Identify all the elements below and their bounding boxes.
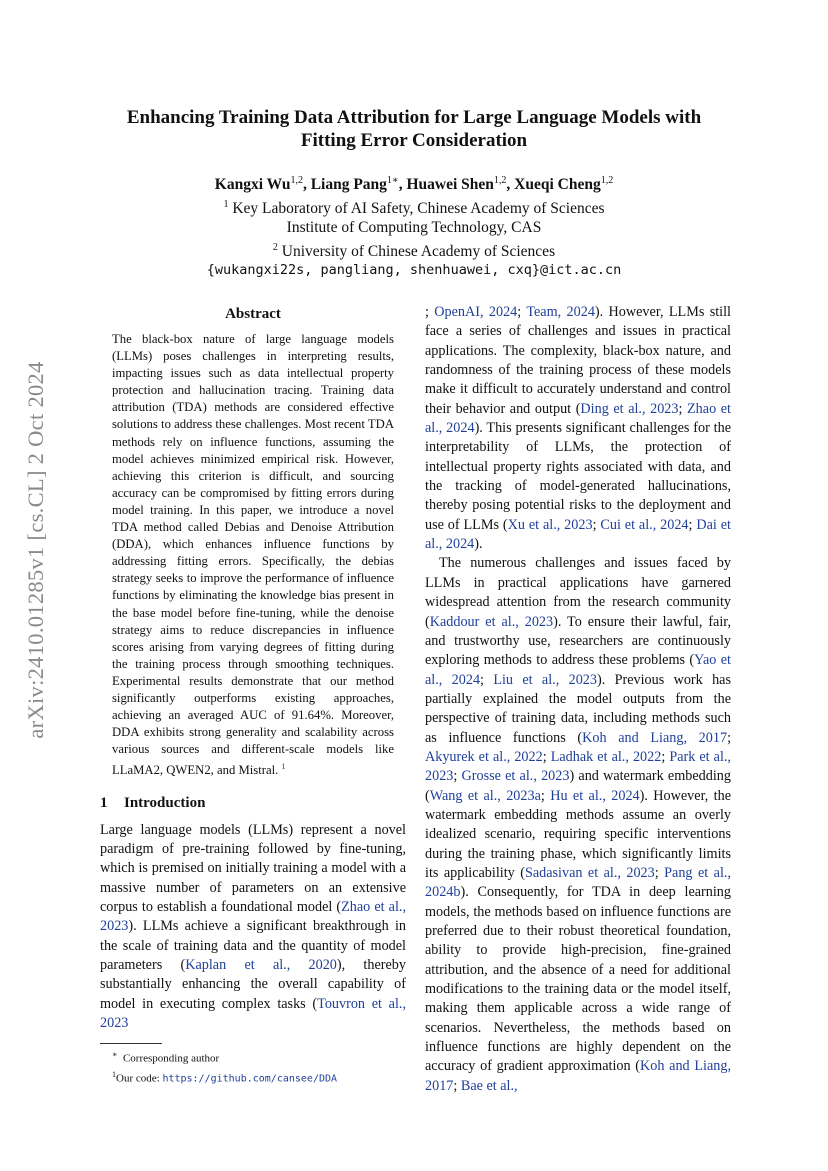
affiliation-1b: Institute of Computing Technology, CAS [286, 219, 542, 237]
body-text: The numerous challenges and issues faced by LLMs in practical applications have garnered widespread attention from the research community ( [425, 555, 731, 630]
citation-link[interactable]: Akyurek et al., 2022 [425, 748, 543, 765]
body-text: ; [727, 729, 732, 746]
citation-link[interactable]: Koh and Liang, 2017 [582, 729, 728, 746]
abstract-body: The black-box nature of large language models (LLMs) poses challenges in interpreting results, impacting issues such as data intellectual property protection and hallucination tracing. Training data attribution (TDA) methods are considered effective solutions to address these challenges. Most recent TDA methods rely on influence functions, assuming the model achieves minimized empirical risk. However, achieving this criterion is difficult, and sourcing accuracy can be compromised by fitting errors during model training. In this paper, we introduce a novel TDA method called Debias and Denoise Attribution (DDA), which enhances influence functions by addressing fitting errors. Specifically, the debias strategy seeks to improve the performance of influence functions by eliminating the knowledge bias present in the base model before fine-tuning, while the denoise strategy aims to reduce discrepancies in influence scores arising from varying degrees of fitting during the training process through smoothing techniques. Experimental results demonstrate that our method significantly outperforms existing approaches, achieving an averaged AUC of 91.64%. Moreover, DDA exhibits strong generality and scalability across various sources and different-scale models like LLaMA2, QWEN2, and Mistral. [112, 332, 394, 778]
citation-link[interactable]: Ding et al., 2023 [580, 400, 679, 417]
author-block [100, 171, 728, 281]
section-heading-introduction [100, 795, 406, 812]
citation-link[interactable]: Park et al., 2023 [425, 748, 731, 785]
citation-link[interactable]: Team, 2024 [526, 304, 595, 320]
footnote-text: Corresponding author [122, 1052, 220, 1065]
body-text: ; [453, 1077, 461, 1094]
citation-link[interactable]: Kaplan et al., 2020 [185, 957, 337, 974]
citation-link[interactable]: Touvron et al., 2023 [100, 995, 406, 1032]
abstract-text [112, 331, 394, 780]
citation-link[interactable]: Wang et al., 2023a [429, 787, 541, 804]
affiliation-2 [100, 238, 728, 262]
body-text: ). However, LLMs still face a series of challenges and issues in practical applications. The complexity, black-box nature, and randomness of the training process of these models make it difficult to accurately understand and control their behavior and output ( [425, 304, 731, 417]
citation-link[interactable]: Sadasivan et al., 2023 [524, 864, 655, 881]
author-affil-mark: 1,2 [493, 175, 507, 186]
body-text: ; [661, 748, 670, 765]
arxiv-side-label [16, 330, 56, 770]
body-text: ; [654, 864, 665, 881]
affil-mark: 2 [272, 241, 278, 253]
citation-link[interactable]: Zhao et al., 2024 [425, 400, 731, 437]
citation-link[interactable]: Xu et al., 2023 [507, 516, 593, 533]
body-text: Large language models (LLMs) represent a novel paradigm of pre-training followed by fine-tuning, which is premised on initially training a model with a massive number of parameters on an extensive corpus to establish a foundational model ( [100, 821, 406, 916]
body-text: ). [474, 536, 483, 553]
intro-paragraph-1-left [100, 821, 406, 1034]
author-name: Xueqi Cheng [514, 176, 601, 194]
body-text: ; [425, 304, 435, 320]
intro-paragraph-1-right [425, 303, 731, 554]
body-text: ; [480, 671, 494, 688]
intro-paragraph-2 [425, 554, 731, 1096]
author-name: Huawei Shen [406, 176, 494, 194]
affiliation-1 [100, 195, 728, 219]
body-text: ; [678, 400, 688, 417]
citation-link[interactable]: Ladhak et al., 2022 [550, 748, 662, 765]
citation-link[interactable]: Dai et al., 2024 [425, 516, 731, 553]
body-text: ). However, the watermark embedding methods assume an overly idealized scenario, requiring specific interventions during the training phase, which significantly limits its applicability ( [425, 787, 731, 881]
citation-link[interactable]: Zhao et al., 2023 [100, 899, 406, 935]
citation-link[interactable]: Bae et al., [460, 1077, 518, 1094]
footnote-corresponding [100, 1047, 406, 1067]
right-column [425, 303, 731, 1096]
body-text: ; [517, 304, 527, 320]
author-names: Kangxi Wu$^{1,2}$, Liang Pang$^{1∗}$, Huawei Shen$^{1,2}$, Xueqi Cheng$^{1,2}$ [214, 175, 614, 194]
footnote-rule [100, 1043, 162, 1044]
affil-mark: 1 [223, 198, 229, 210]
body-text: ). Previous work has partially explained the model outputs from the perspective of training data, including methods such as influence functions ( [425, 671, 731, 746]
body-text: ). To ensure their lawful, fair, and trustworthy use, researchers are continuously exploring methods to address these problems ( [425, 613, 731, 669]
citation-link[interactable]: Pang et al., 2024b [425, 864, 731, 901]
left-column [100, 306, 406, 1033]
citation-link[interactable]: OpenAI, 2024 [434, 304, 518, 320]
footnote-code [100, 1067, 406, 1087]
citation-link[interactable]: Liu et al., 2023 [493, 671, 597, 688]
affiliation-text: University of Chinese Academy of Sciences [281, 242, 556, 260]
citation-link[interactable]: Kaddour et al., 2023 [429, 613, 554, 630]
author-affil-mark: 1,2 [290, 175, 303, 186]
body-text: ). LLMs achieve a significant breakthrough in the scale of training data and the quantity of model parameters ( [100, 918, 406, 974]
author-affil-mark: 1,2 [600, 175, 614, 186]
body-text: ). This presents significant challenges for the interpretability of LLMs, the protection of intellectual property rights associated with data, and the tracking of model-generated hallucinations, thereby posing potential risks to the deployment and use of LLMs ( [425, 420, 731, 533]
author-affil-mark: 1∗ [386, 175, 399, 186]
body-text: ; [453, 768, 462, 785]
body-text: ; [542, 748, 551, 765]
arxiv-identifier: arXiv:2410.01285v1 [cs.CL] 2 Oct 2024 [23, 361, 48, 739]
code-link[interactable]: https://github.com/cansee/DDA [162, 1073, 338, 1085]
body-text: ; [540, 787, 551, 804]
footnote-mark[interactable]: 1 [281, 762, 286, 772]
paper-title: Enhancing Training Data Attribution for Large Language Models with Fitting Error Consideration [126, 107, 702, 151]
footnote-mark: ∗ [112, 1050, 118, 1059]
body-text: ) and watermark embedding ( [425, 768, 731, 804]
author-emails: {wukangxi22s, pangliang, shenhuawei, cxq}@ict.ac.cn [206, 262, 622, 279]
footnote-mark: 1 [112, 1069, 116, 1079]
abstract-heading: Abstract [225, 306, 281, 322]
citation-link[interactable]: Yao et al., 2024 [425, 652, 731, 688]
body-text: ; [688, 516, 697, 533]
body-text: ), thereby substantially enhancing the overall capability of model in executing complex tasks ( [100, 957, 406, 1012]
footnote-text: Our code: [116, 1072, 163, 1085]
author-name: Kangxi Wu [214, 176, 291, 194]
footnotes [100, 1047, 406, 1086]
body-text: ). Consequently, for TDA in deep learning models, the methods based on influence functions are preferred due to their robust theoretical foundation, ability to provide high-precision, fine-grained attribution, and the absence of a need for additional modifications to the training data or the model itself, making them applicable across a wide range of scenarios. Nevertheless, the methods based on influence functions are highly dependent on the accuracy of gradient approximation ( [425, 884, 731, 1075]
citation-link[interactable]: Grosse et al., 2023 [461, 768, 570, 785]
section-number: 1 [100, 794, 108, 811]
body-text: ; [592, 516, 601, 533]
citation-link[interactable]: Hu et al., 2024 [550, 787, 640, 804]
affiliation-text: Key Laboratory of AI Safety, Chinese Academy of Sciences [232, 199, 605, 217]
citation-link[interactable]: Koh and Liang, 2017 [425, 1058, 731, 1094]
section-title: Introduction [124, 794, 206, 811]
author-name: Liang Pang [310, 176, 387, 194]
citation-link[interactable]: Cui et al., 2024 [600, 516, 689, 533]
